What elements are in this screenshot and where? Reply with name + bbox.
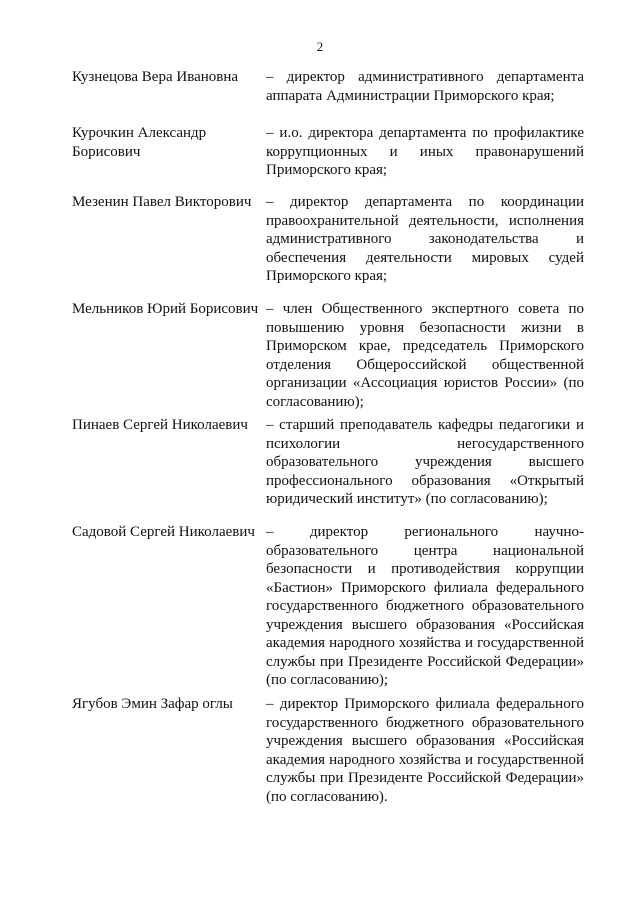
member-role: – старший преподаватель кафедры педагогики и психологии негосударственного образовательного учреждения высшего профессионального образования «Открытый юридический институт» (по согласованию);	[266, 417, 584, 507]
list-item	[72, 695, 584, 815]
member-name: Ягубов Эмин Зафар оглы	[72, 696, 233, 712]
member-role: – директор административного департамента аппарата Администрации Приморского края;	[266, 69, 584, 104]
member-name: Курочкин Александр Борисович	[72, 125, 207, 160]
member-name: Мезенин Павел Викторович	[72, 194, 252, 210]
list-item	[72, 523, 584, 695]
list-item	[72, 124, 584, 193]
members-list	[72, 68, 584, 815]
member-role: – директор департамента по координации правоохранительной деятельности, исполнения административного законодательства и обеспечения деятельности мировых судей Приморского края;	[266, 194, 584, 284]
member-role: – директор регионального научно-образовательного центра национальной безопасности и противодействия коррупции «Бастион» Приморского филиала федерального государственного бюджетного образовательного учреждения высшего образования «Российская академия народного хозяйства и государственной службы при Президенте Российской Федерации» (по согласованию);	[266, 524, 584, 688]
member-role: – член Общественного экспертного совета по повышению уровня безопасности жизни в Приморском крае, председатель Приморского отделения Общероссийской общественной организации «Ассоциация юристов России» (по согласованию);	[266, 301, 584, 410]
member-name: Садовой Сергей Николаевич	[72, 524, 255, 540]
member-name: Кузнецова Вера Ивановна	[72, 69, 239, 85]
member-role: – и.о. директора департамента по профилактике коррупционных и иных правонарушений Приморского края;	[266, 125, 584, 178]
list-item	[72, 300, 584, 416]
member-name: Мельников Юрий Борисович	[72, 301, 259, 317]
member-name: Пинаев Сергей Николаевич	[72, 417, 248, 433]
member-role: – директор Приморского филиала федерального государственного бюджетного образовательного учреждения высшего образования «Российская академия народного хозяйства и государственной службы при Президенте Российской Федерации» (по согласованию).	[266, 696, 584, 805]
list-item	[72, 416, 584, 523]
page-number: 2	[316, 39, 324, 54]
list-item	[72, 68, 584, 124]
list-item	[72, 193, 584, 300]
